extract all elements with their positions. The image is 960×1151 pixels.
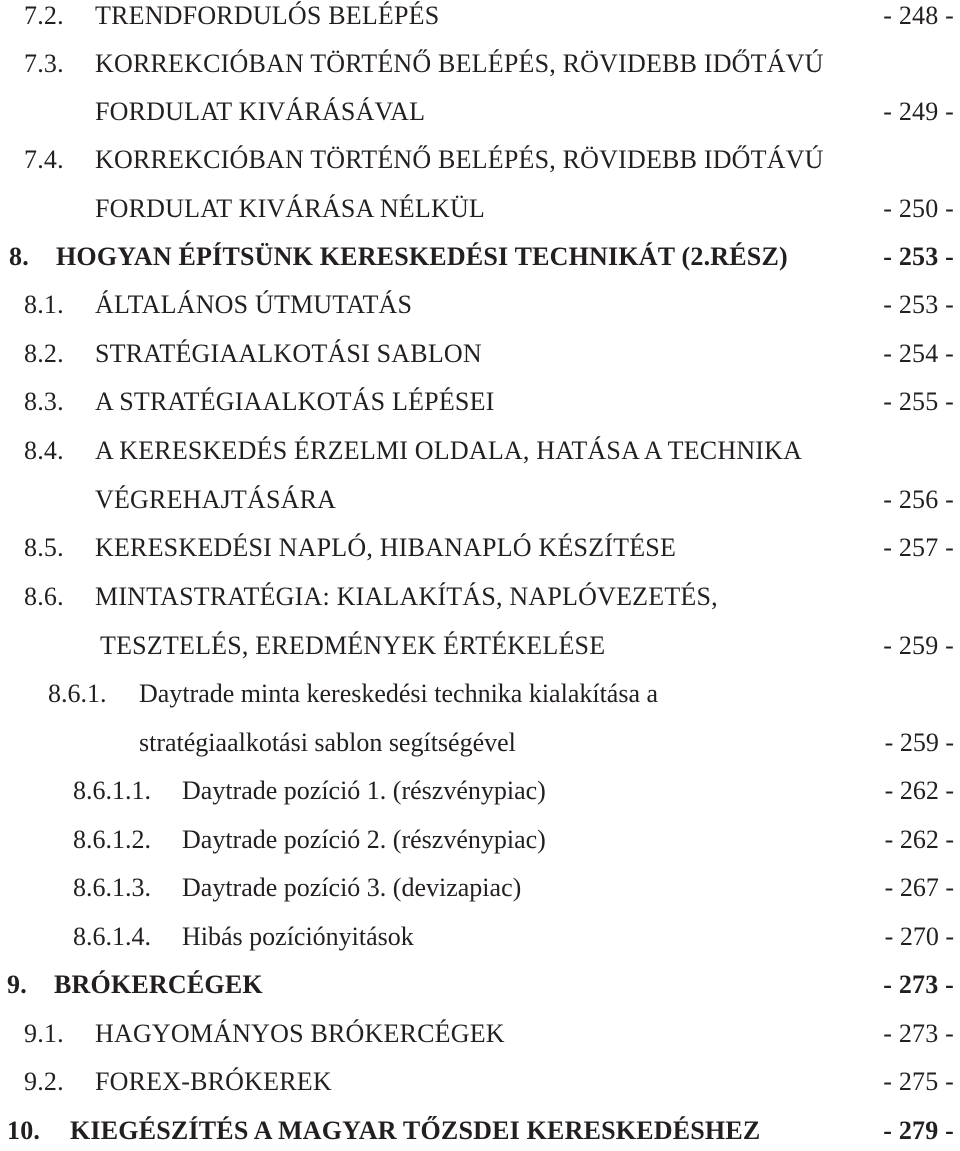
- toc-entry-title: FORDULAT KIVÁRÁSÁVAL: [95, 97, 426, 126]
- toc-entry-page: - 255 -: [883, 387, 954, 416]
- toc-entry-page: - 253 -: [883, 242, 954, 271]
- toc-entry-continuation: [0, 480, 954, 520]
- toc-entry: [0, 431, 954, 471]
- toc-entry-title: Daytrade pozíció 1. (részvénypiac): [182, 776, 546, 805]
- toc-entry-number: 8.6.1.1.: [73, 776, 151, 805]
- toc-entry-page: - 250 -: [883, 194, 954, 223]
- toc-entry-number: 8.6.1.: [48, 679, 107, 708]
- toc-entry-page: - 254 -: [883, 339, 954, 368]
- toc-entry-page: - 267 -: [884, 873, 954, 902]
- toc-entry-title: FOREX-BRÓKEREK: [95, 1067, 332, 1096]
- toc-entry-number: 8.1.: [24, 290, 64, 319]
- toc-entry-page: - 248 -: [883, 1, 954, 30]
- toc-entry: [0, 577, 954, 617]
- toc-entry-title: Daytrade minta kereskedési technika kialakítása a: [139, 679, 659, 708]
- toc-entry-title: HOGYAN ÉPÍTSÜNK KERESKEDÉSI TECHNIKÁT (2.RÉSZ): [56, 242, 788, 271]
- toc-entry-page: - 275 -: [883, 1067, 954, 1096]
- toc-chapter-entry: [0, 965, 954, 1005]
- toc-entry-page: - 273 -: [883, 1019, 954, 1048]
- toc-entry-continuation: [0, 189, 954, 229]
- toc-entry-title: KORREKCIÓBAN TÖRTÉNŐ BELÉPÉS, RÖVIDEBB IDŐTÁVÚ: [95, 49, 824, 78]
- toc-entry-title: KERESKEDÉSI NAPLÓ, HIBANAPLÓ KÉSZÍTÉSE: [95, 533, 677, 562]
- toc-entry-title: Daytrade pozíció 3. (devizapiac): [182, 873, 522, 902]
- toc-entry: [0, 528, 954, 568]
- toc-entry-title: VÉGREHAJTÁSÁRA: [95, 485, 337, 514]
- toc-entry-page: - 249 -: [883, 97, 954, 126]
- toc-entry: [0, 674, 954, 714]
- toc-entry: [0, 334, 954, 374]
- toc-entry-number: 8.6.1.2.: [73, 825, 151, 854]
- toc-entry-page: - 273 -: [883, 970, 954, 999]
- toc-entry-title: FORDULAT KIVÁRÁSA NÉLKÜL: [95, 194, 486, 223]
- toc-entry-page: - 270 -: [884, 922, 954, 951]
- toc-entry-title: A STRATÉGIAALKOTÁS LÉPÉSEI: [95, 387, 495, 416]
- toc-entry-number: 7.4.: [24, 145, 64, 174]
- toc-entry-number: 8.6.: [24, 582, 64, 611]
- toc-entry: [0, 820, 954, 860]
- toc-entry-title: BRÓKERCÉGEK: [54, 970, 263, 999]
- toc-entry-number: 9.2.: [24, 1067, 64, 1096]
- toc-entry-number: 7.3.: [24, 49, 64, 78]
- toc-entry-continuation: [0, 723, 954, 763]
- toc-entry-number: 10.: [7, 1116, 41, 1145]
- toc-entry-title: MINTASTRATÉGIA: KIALAKÍTÁS, NAPLÓVEZETÉS,: [95, 582, 718, 611]
- toc-entry-title: Hibás pozíciónyitások: [182, 922, 414, 951]
- toc-entry-number: 9.1.: [24, 1019, 64, 1048]
- toc-entry: [0, 917, 954, 957]
- toc-entry-continuation: [0, 626, 954, 666]
- toc-entry-page: - 259 -: [884, 728, 954, 757]
- toc-entry-page: - 257 -: [883, 533, 954, 562]
- toc-entry-title: stratégiaalkotási sablon segítségével: [139, 728, 516, 757]
- toc-entry-page: - 253 -: [883, 290, 954, 319]
- toc-entry-title: ÁLTALÁNOS ÚTMUTATÁS: [95, 290, 413, 319]
- toc-entry-page: - 256 -: [883, 485, 954, 514]
- toc-entry: [0, 0, 954, 36]
- toc-entry-title: Daytrade pozíció 2. (részvénypiac): [182, 825, 546, 854]
- toc-entry: [0, 140, 954, 180]
- toc-entry-title: TRENDFORDULÓS BELÉPÉS: [95, 1, 440, 30]
- toc-entry-page: - 259 -: [883, 631, 954, 660]
- toc-entry-number: 8.3.: [24, 387, 64, 416]
- toc-entry-page: - 262 -: [884, 825, 954, 854]
- toc-entry-title: KORREKCIÓBAN TÖRTÉNŐ BELÉPÉS, RÖVIDEBB IDŐTÁVÚ: [95, 145, 824, 174]
- toc-entry-number: 8.5.: [24, 533, 64, 562]
- toc-entry: [0, 771, 954, 811]
- toc-entry-number: 7.2.: [24, 1, 64, 30]
- toc-entry-number: 8.: [9, 242, 29, 271]
- toc-entry-title: KIEGÉSZÍTÉS A MAGYAR TŐZSDEI KERESKEDÉSHEZ: [70, 1116, 761, 1145]
- toc-entry-title: STRATÉGIAALKOTÁSI SABLON: [95, 339, 482, 368]
- toc-entry-page: - 279 -: [883, 1116, 954, 1145]
- toc-entry: [0, 44, 954, 84]
- toc-entry: [0, 285, 954, 325]
- toc-entry-title: HAGYOMÁNYOS BRÓKERCÉGEK: [95, 1019, 505, 1048]
- toc-entry-title: TESZTELÉS, EREDMÉNYEK ÉRTÉKELÉSE: [100, 631, 606, 660]
- toc-chapter-entry: [0, 237, 954, 277]
- toc-entry-number: 8.6.1.3.: [73, 873, 151, 902]
- toc-entry: [0, 1062, 954, 1102]
- toc-entry-title: A KERESKEDÉS ÉRZELMI OLDALA, HATÁSA A TECHNIKA: [95, 436, 803, 465]
- toc-entry-continuation: [0, 92, 954, 132]
- toc-entry-number: 8.2.: [24, 339, 64, 368]
- toc-entry-number: 8.6.1.4.: [73, 922, 151, 951]
- toc-chapter-entry: [0, 1111, 954, 1151]
- toc-entry: [0, 868, 954, 908]
- toc-entry-page: - 262 -: [884, 776, 954, 805]
- toc-entry: [0, 382, 954, 422]
- toc-entry-number: 9.: [7, 970, 27, 999]
- toc-entry: [0, 1014, 954, 1054]
- toc-entry-number: 8.4.: [24, 436, 64, 465]
